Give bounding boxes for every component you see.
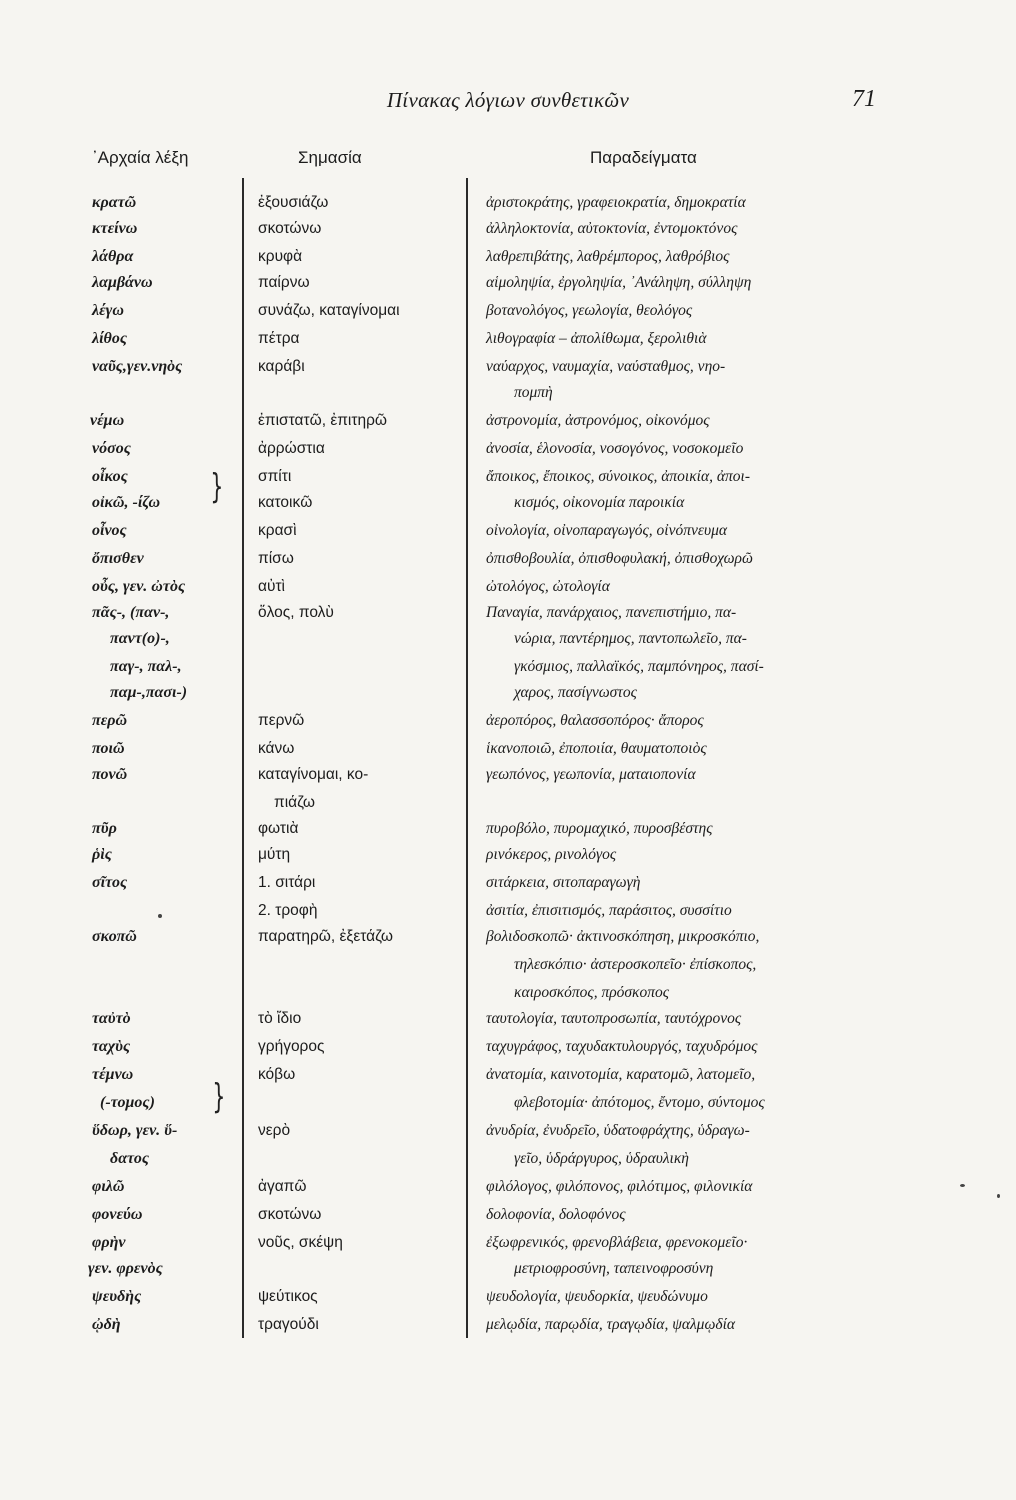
example-line: λιθογραφία – ἀπολίθωμα, ξερολιθιὰ bbox=[486, 330, 707, 347]
column-divider-left bbox=[242, 178, 244, 1338]
ancient-word-line: νέμω bbox=[90, 412, 125, 429]
meaning-line: παίρνω bbox=[258, 274, 310, 291]
ancient-word-line: οἰκῶ, -ίζω bbox=[92, 494, 161, 511]
ancient-word-line: (-τομος) bbox=[100, 1094, 155, 1111]
example-line: φιλόλογος, φιλόπονος, φιλότιμος, φιλονικία bbox=[486, 1178, 753, 1195]
meaning-line: κατοικῶ bbox=[258, 494, 313, 511]
example-line: βοτανολόγος, γεωλογία, θεολόγος bbox=[486, 302, 693, 319]
grouping-brace: } bbox=[210, 467, 224, 507]
meaning-line: κρασὶ bbox=[258, 522, 297, 539]
ancient-word-line: γεν. φρενὸς bbox=[88, 1260, 163, 1277]
example-line: ρινόκερος, ρινολόγος bbox=[486, 846, 617, 863]
meaning-line: κάνω bbox=[258, 740, 295, 757]
ancient-word-line: παντ(ο)-, bbox=[110, 630, 170, 647]
column-header-examples: Παραδείγματα bbox=[590, 148, 697, 167]
example-line: Παναγία, πανάρχαιος, πανεπιστήμιο, πα- bbox=[486, 604, 737, 621]
example-line: μελῳδία, παρῳδία, τραγῳδία, ψαλμῳδία bbox=[486, 1316, 736, 1333]
example-line: ὀπισθοβουλία, ὀπισθοφυλακή, ὀπισθοχωρῶ bbox=[486, 550, 753, 567]
example-line: ἀριστοκράτης, γραφειοκρατία, δημοκρατία bbox=[486, 194, 746, 211]
meaning-line: σκοτώνω bbox=[258, 1206, 322, 1223]
example-line: ἀσιτία, ἐπισιτισμός, παράσιτος, συσσίτιο bbox=[486, 902, 732, 919]
meaning-line: περνῶ bbox=[258, 712, 305, 729]
ancient-word-line: σῖτος bbox=[92, 874, 128, 891]
example-line: ἐξωφρενικός, φρενοβλάβεια, φρενοκομεῖο· bbox=[486, 1234, 748, 1251]
meaning-line: κόβω bbox=[258, 1066, 296, 1083]
meaning-line: 1. σιτάρι bbox=[258, 874, 316, 891]
meaning-line: νερὸ bbox=[258, 1122, 291, 1139]
meaning-line: ἀρρώστια bbox=[258, 440, 325, 457]
example-line: σιτάρκεια, σιτοπαραγωγὴ bbox=[486, 874, 641, 891]
print-speck bbox=[960, 1184, 965, 1187]
ancient-word-line: λαμβάνω bbox=[92, 274, 153, 291]
meaning-line: συνάζω, καταγίνομαι bbox=[258, 302, 400, 319]
meaning-line: ἐπιστατῶ, ἐπιτηρῶ bbox=[258, 412, 388, 429]
meaning-line: τὸ ἴδιο bbox=[258, 1010, 302, 1027]
running-title: Πίνακας λόγιων συνθετικῶν bbox=[386, 88, 630, 112]
column-divider-right bbox=[466, 178, 468, 1338]
example-line: ὠτολόγος, ὠτολογία bbox=[486, 578, 610, 595]
meaning-line: πίσω bbox=[258, 550, 294, 567]
example-line: ἄποικος, ἔποικος, σύνοικος, ἀποικία, ἀποι- bbox=[486, 468, 750, 485]
example-line: ἀεροπόρος, θαλασσοπόρος· ἄπορος bbox=[486, 712, 704, 729]
example-line: μετριοφροσύνη, ταπεινοφροσύνη bbox=[514, 1260, 714, 1277]
example-line: ναύαρχος, ναυμαχία, ναύσταθμος, νηο- bbox=[486, 358, 726, 375]
ancient-word-line: πονῶ bbox=[92, 766, 128, 783]
ancient-word-line: ῥὶς bbox=[92, 846, 112, 863]
print-speck bbox=[997, 1194, 1000, 1198]
ancient-word-line: παμ-,πασι-) bbox=[110, 684, 188, 701]
example-line: οἰνολογία, οἰνοπαραγωγός, οἰνόπνευμα bbox=[486, 522, 728, 539]
meaning-line: 2. τροφὴ bbox=[258, 902, 318, 919]
column-header-ancient-word: ᾿Αρχαία λέξη bbox=[92, 148, 189, 167]
example-line: γκόσμιος, παλλαϊκός, παμπόνηρος, πασί- bbox=[514, 658, 764, 675]
meaning-line: φωτιὰ bbox=[258, 820, 299, 837]
ancient-word-line: οἶκος bbox=[92, 468, 128, 485]
meaning-line: πιάζω bbox=[274, 794, 315, 811]
page-number: 71 bbox=[852, 86, 876, 112]
example-line: καιροσκόπος, πρόσκοπος bbox=[514, 984, 670, 1001]
example-line: ἀλληλοκτονία, αὐτοκτονία, ἐντομοκτόνος bbox=[486, 220, 738, 237]
ancient-word-line: ταὐτὸ bbox=[92, 1010, 131, 1027]
example-line: ἱκανοποιῶ, ἐποποιία, θαυματοποιὸς bbox=[486, 740, 707, 757]
meaning-line: ψεύτικος bbox=[258, 1288, 318, 1305]
ancient-word-line: οὖς, γεν. ὠτὸς bbox=[92, 578, 186, 595]
ancient-word-line: πῦρ bbox=[92, 820, 117, 837]
ancient-word-line: λίθος bbox=[92, 330, 127, 347]
ancient-word-line: φρὴν bbox=[92, 1234, 126, 1251]
example-line: πομπὴ bbox=[514, 384, 553, 401]
example-line: ἀνυδρία, ἐνυδρεῖο, ὑδατοφράχτης, ὑδραγω- bbox=[486, 1122, 750, 1139]
ancient-word-line: ποιῶ bbox=[92, 740, 125, 757]
example-line: ἀστρονομία, ἀστρονόμος, οἰκονόμος bbox=[486, 412, 710, 429]
example-line: νώρια, παντέρημος, παντοπωλεῖο, πα- bbox=[514, 630, 747, 647]
meaning-line: τραγούδι bbox=[258, 1316, 319, 1333]
ancient-word-line: λέγω bbox=[92, 302, 124, 319]
ancient-word-line: φονεύω bbox=[92, 1206, 143, 1223]
ancient-word-line: τέμνω bbox=[92, 1066, 134, 1083]
example-line: κισμός, οἰκονομία παροικία bbox=[514, 494, 685, 511]
ancient-word-line: νόσος bbox=[92, 440, 131, 457]
meaning-line: κρυφὰ bbox=[258, 248, 303, 265]
ancient-word-line: φιλῶ bbox=[92, 1178, 125, 1195]
ancient-word-line: ψευδὴς bbox=[92, 1288, 142, 1305]
grouping-brace: } bbox=[212, 1077, 226, 1117]
ancient-word-line: παγ-, παλ-, bbox=[110, 658, 182, 675]
example-line: φλεβοτομία· ἀπότομος, ἔντομο, σύντομος bbox=[514, 1094, 765, 1111]
ancient-word-line: ὄπισθεν bbox=[92, 550, 144, 567]
meaning-line: ὅλος, πολὺ bbox=[258, 604, 334, 621]
ancient-word-line: δατος bbox=[110, 1150, 150, 1167]
example-line: ταυτολογία, ταυτοπροσωπία, ταυτόχρονος bbox=[486, 1010, 742, 1027]
running-head bbox=[0, 88, 1016, 118]
meaning-line: καράβι bbox=[258, 358, 305, 375]
example-line: γεωπόνος, γεωπονία, ματαιοπονία bbox=[486, 766, 696, 783]
meaning-line: αὐτὶ bbox=[258, 578, 286, 595]
example-line: βολιδοσκοπῶ· ἀκτινοσκόπηση, μικροσκόπιο, bbox=[486, 928, 760, 945]
meaning-line: καταγίνομαι, κο- bbox=[258, 766, 369, 783]
meaning-line: σκοτώνω bbox=[258, 220, 322, 237]
ancient-word-line: οἶνος bbox=[92, 522, 127, 539]
example-line: ψευδολογία, ψευδορκία, ψευδώνυμο bbox=[486, 1288, 708, 1305]
meaning-line: ἀγαπῶ bbox=[258, 1178, 307, 1195]
example-line: ταχυγράφος, ταχυδακτυλουργός, ταχυδρόμος bbox=[486, 1038, 758, 1055]
example-line: γεῖο, ὑδράργυρος, ὑδραυλικὴ bbox=[514, 1150, 689, 1167]
example-line: αἱμοληψία, ἐργοληψία, ᾿Ανάληψη, σύλληψη bbox=[486, 274, 752, 291]
column-header-meaning: Σημασία bbox=[298, 148, 362, 167]
example-line: ἀνατομία, καινοτομία, καρατομῶ, λατομεῖο, bbox=[486, 1066, 756, 1083]
example-line: δολοφονία, δολοφόνος bbox=[486, 1206, 626, 1223]
meaning-line: μύτη bbox=[258, 846, 291, 863]
ancient-word-line: ταχὺς bbox=[92, 1038, 131, 1055]
meaning-line: ἐξουσιάζω bbox=[258, 194, 329, 211]
ancient-word-line: σκοπῶ bbox=[92, 928, 137, 945]
ancient-word-line: κρατῶ bbox=[92, 194, 137, 211]
ancient-word-line: ναῦς,γεν.νηὸς bbox=[92, 358, 183, 375]
meaning-line: πέτρα bbox=[258, 330, 300, 347]
ancient-word-line: κτείνω bbox=[92, 220, 138, 237]
ancient-word-line: πᾶς-, (παν-, bbox=[92, 604, 170, 621]
example-line: ἀνοσία, ἑλονοσία, νοσογόνος, νοσοκομεῖο bbox=[486, 440, 744, 457]
example-line: πυροβόλο, πυρομαχικό, πυροσβέστης bbox=[486, 820, 713, 837]
meaning-line: νοῦς, σκέψη bbox=[258, 1234, 343, 1251]
ancient-word-line: περῶ bbox=[92, 712, 128, 729]
meaning-line: παρατηρῶ, ἐξετάζω bbox=[258, 928, 394, 945]
ancient-word-line: ᾠδὴ bbox=[92, 1316, 121, 1333]
example-line: λαθρεπιβάτης, λαθρέμπορος, λαθρόβιος bbox=[486, 248, 730, 265]
example-line: χαρος, πασίγνωστος bbox=[514, 684, 637, 701]
meaning-line: σπίτι bbox=[258, 468, 292, 485]
example-line: τηλεσκόπιο· ἀστεροσκοπεῖο· ἐπίσκοπος, bbox=[514, 956, 757, 973]
ancient-word-line: ὕδωρ, γεν. ὕ- bbox=[92, 1122, 178, 1139]
print-speck bbox=[158, 914, 162, 918]
ancient-word-line: λάθρα bbox=[92, 248, 134, 265]
meaning-line: γρήγορος bbox=[258, 1038, 325, 1055]
